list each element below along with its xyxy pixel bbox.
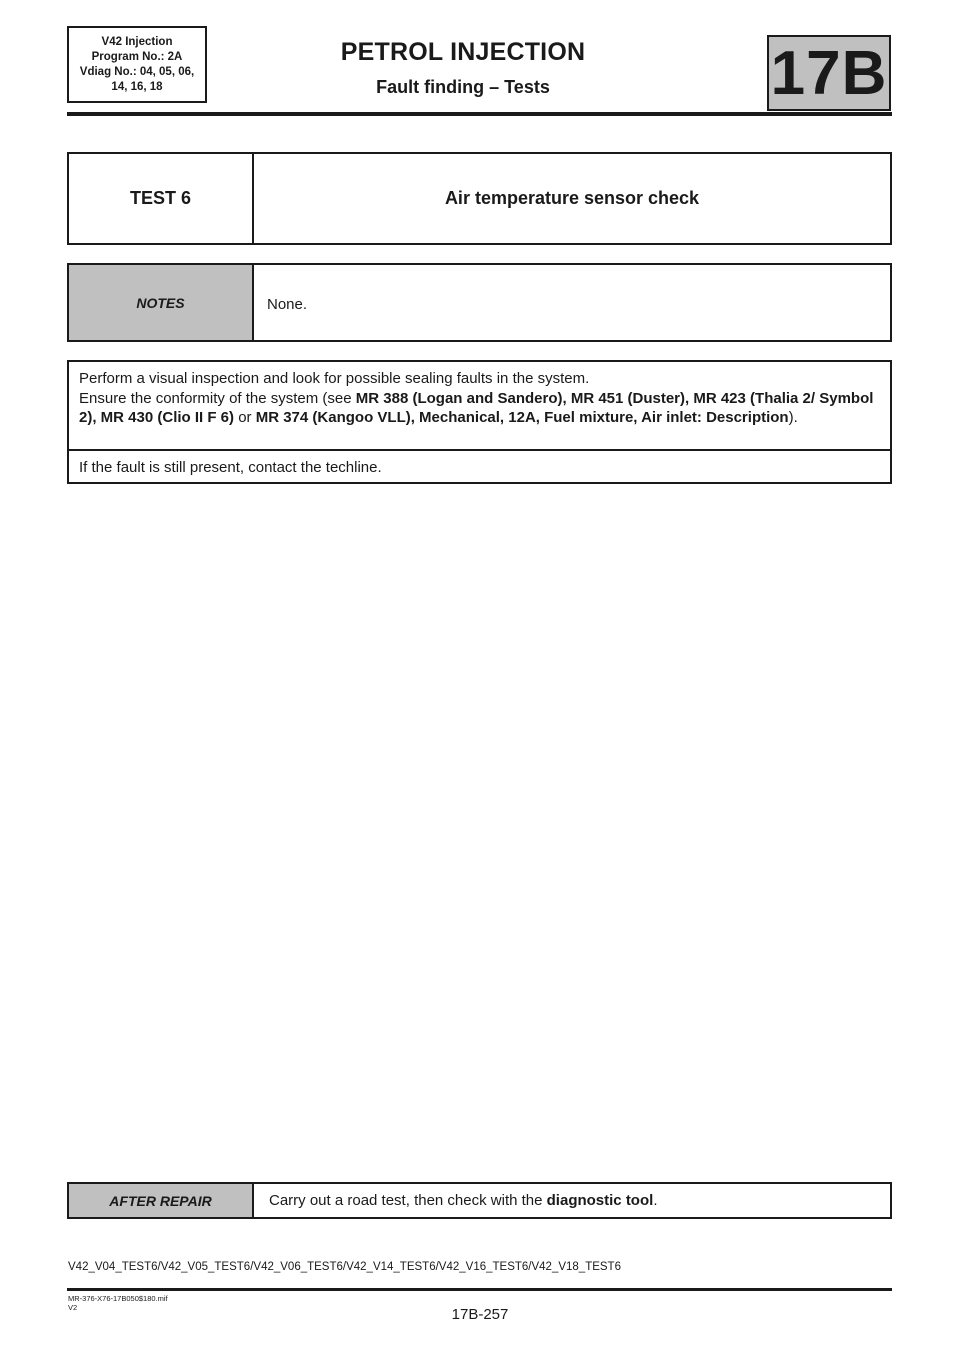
procedure-line-1: Perform a visual inspection and look for possible sealing faults in the system. bbox=[79, 370, 590, 387]
procedure-fallback: If the fault is still present, contact the techline. bbox=[79, 459, 382, 476]
diagnostic-tool-term: diagnostic tool bbox=[546, 1192, 654, 1209]
procedure-table bbox=[67, 360, 892, 484]
notes-text: None. bbox=[267, 296, 308, 313]
footer-file-info bbox=[68, 1294, 168, 1312]
manual-references-b: MR 374 (Kangoo VLL), Mechanical, 12A, Fuel mixture, Air inlet: Description bbox=[255, 409, 789, 426]
applicability-line: V42 Injection bbox=[101, 35, 173, 48]
test-number: TEST 6 bbox=[69, 154, 254, 243]
test-title: Air temperature sensor check bbox=[444, 188, 700, 208]
test-reference-line: V42_V04_TEST6/V42_V05_TEST6/V42_V06_TEST6/V42_V14_TEST6/V42_V16_TEST6/V42_V18_TEST6 bbox=[68, 1261, 621, 1273]
after-repair-table bbox=[67, 1182, 892, 1219]
after-repair-suffix: . bbox=[653, 1192, 658, 1209]
page-subtitle: Fault finding – Tests bbox=[376, 77, 550, 97]
procedure-line-2-suffix: ). bbox=[788, 409, 798, 426]
applicability-line: Vdiag No.: 04, 05, 06, bbox=[79, 65, 195, 78]
after-repair-text bbox=[254, 1184, 890, 1217]
footer-divider bbox=[67, 1288, 892, 1291]
applicability-line: Program No.: 2A bbox=[91, 50, 183, 63]
notes-label: NOTES bbox=[69, 265, 254, 340]
page-title: PETROL INJECTION bbox=[340, 38, 586, 66]
procedure-instructions bbox=[69, 362, 890, 451]
after-repair-prefix: Carry out a road test, then check with the bbox=[269, 1192, 547, 1209]
section-code-badge: 17B bbox=[767, 35, 891, 111]
footer-version: V2 bbox=[68, 1303, 78, 1312]
footer-file-name: MR-376-X76-17B050$180.mif bbox=[68, 1294, 168, 1303]
notes-table bbox=[67, 263, 892, 342]
header-divider bbox=[67, 112, 892, 116]
header-applicability-box bbox=[67, 26, 207, 103]
manual-references-a: MR 388 (Logan and Sandero), MR 451 (Duster), MR 423 (Thalia 2/ Symbol 2), MR 430 (Clio II F 6) bbox=[79, 389, 874, 426]
or-word: or bbox=[234, 409, 256, 426]
test-title-table bbox=[67, 152, 892, 245]
page-number: 17B-257 bbox=[451, 1306, 509, 1323]
procedure-line-2-prefix: Ensure the conformity of the system (see bbox=[79, 389, 356, 407]
after-repair-label: AFTER REPAIR bbox=[69, 1184, 254, 1217]
applicability-line: 14, 16, 18 bbox=[111, 80, 163, 93]
